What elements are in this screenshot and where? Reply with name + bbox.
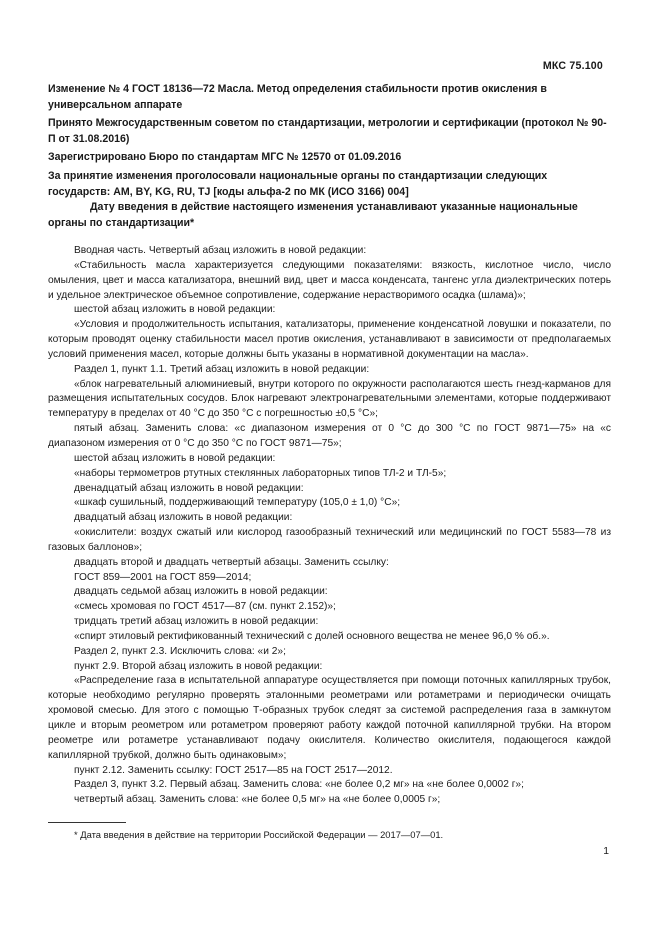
paragraph: пункт 2.9. Второй абзац изложить в новой редакции: xyxy=(74,660,323,672)
paragraph: «шкаф сушильный, поддерживающий температуру (105,0 ± 1,0) °С»; xyxy=(74,497,401,509)
paragraph: шестой абзац изложить в новой редакции: xyxy=(74,452,276,464)
paragraph: Раздел 1, пункт 1.1. Третий абзац изложить в новой редакции: xyxy=(74,363,370,375)
paragraph: «Стабильность масла характеризуется следующими показателями: вязкость, кислотное число, число омыления, цвет и масса катализатора, внешний вид, цвет и масса конденсата, тангенс угла диэлектрических потерь и удельное электрическое объемное сопротивление, содержание нерастворимого осадка (шлама)»; xyxy=(48,259,611,301)
paragraph: «смесь хромовая по ГОСТ 4517—87 (см. пункт 2.152)»; xyxy=(74,601,336,613)
paragraph: «спирт этиловый ректификованный технический с долей основного вещества не менее 96,0 % об.». xyxy=(74,630,550,642)
paragraph: четвертый абзац. Заменить слова: «не более 0,5 мг» на «не более 0,0005 г»; xyxy=(74,794,441,806)
footnote: * Дата введения в действие на территории Российской Федерации — 2017—07—01. xyxy=(74,829,444,840)
paragraph: Вводная часть. Четвертый абзац изложить в новой редакции: xyxy=(74,245,367,256)
paragraph: двадцатый абзац изложить в новой редакции: xyxy=(74,512,293,524)
adopted-statement: Принято Межгосударственным советом по стандартизации, метрологии и сертификации (протокол № 90-П от 31.08.2016) xyxy=(48,117,607,145)
paragraph: пятый абзац. Заменить слова: «с диапазоном измерения от 0 °С до 300 °С по ГОСТ 9871—75» на «с диапазоном измерения от 0 °С до 350 °С по ГОСТ 9871—75»; xyxy=(48,423,611,449)
paragraph: ГОСТ 859—2001 на ГОСТ 859—2014; xyxy=(74,571,252,583)
paragraph: пункт 2.12. Заменить ссылку: ГОСТ 2517—85 на ГОСТ 2517—2012. xyxy=(74,764,393,776)
amendment-body xyxy=(48,244,611,808)
effective-date-statement: Дату введения в действие настоящего изменения устанавливают указанные национальные органы по стандартизации* xyxy=(48,201,578,229)
paragraph: «наборы термометров ртутных стеклянных лабораторных типов ТЛ-2 и ТЛ-5»; xyxy=(74,467,447,479)
paragraph: шестой абзац изложить в новой редакции: xyxy=(74,304,276,316)
paragraph: «Условия и продолжительность испытания, катализаторы, применение конденсатной ловушки и показатели, по которым проводят оценку стабильности масел против окисления, устанавливают в зависимости от предполагаемых условий применения масел, которые должны быть указаны в нормативной документации на масла». xyxy=(48,319,611,360)
page-number: 1 xyxy=(603,846,609,857)
paragraph: «Распределение газа в испытательной аппаратуре осуществляется при помощи поточных капиллярных трубок, которые необходимо регулярно проверять эталонными реометрами или ротаметрами и периодически очищать хромовой смесью. Для этого с помощью Т-образных трубок следят за системой распределения газа в замкнутом цикле и вторым реометром или ротаметром проверяют работу каждой поточной капиллярной трубки. На втором реометре или ротаметре устанавливают подачу окислителя. Количество окислителя, подающегося каждой капиллярной трубкой, должно быть одинаковым»; xyxy=(48,675,611,761)
classification-code: МКС 75.100 xyxy=(542,60,603,72)
paragraph: «блок нагревательный алюминиевый, внутри которого по окружности располагаются шесть гнезд-карманов для размещения испытательных сосудов. Блок нагревают электронагревательными элементами, которые поддерживают температуру в пределах от 40 °С до 350 °С с погрешностью ±0,5 °С»; xyxy=(48,378,611,420)
paragraph: двенадцатый абзац изложить в новой редакции: xyxy=(74,482,304,494)
paragraph: тридцать третий абзац изложить в новой редакции: xyxy=(74,616,319,628)
change-title: Изменение № 4 ГОСТ 18136—72 Масла. Метод определения стабильности против окисления в универсальном аппарате xyxy=(48,83,547,111)
registration-statement: Зарегистрировано Бюро по стандартам МГС № 12570 от 01.09.2016 xyxy=(48,151,402,163)
paragraph: двадцать второй и двадцать четвертый абзацы. Заменить ссылку: xyxy=(74,556,389,568)
footnote-divider xyxy=(48,822,126,823)
paragraph: Раздел 2, пункт 2.3. Исключить слова: «и 2»; xyxy=(74,645,286,657)
paragraph: двадцать седьмой абзац изложить в новой редакции: xyxy=(74,586,328,598)
paragraph: Раздел 3, пункт 3.2. Первый абзац. Заменить слова: «не более 0,2 мг» на «не более 0,0002 г»; xyxy=(74,779,524,791)
paragraph: «окислители: воздух сжатый или кислород газообразный технический или медицинский по ГОСТ 5583—78 из газовых баллонов»; xyxy=(48,527,611,553)
voting-statement: За принятие изменения проголосовали национальные органы по стандартизации следующих государств: AM, BY, KG, RU, TJ [коды альфа-2 по МК (ИСО 3166) 004] xyxy=(48,170,548,198)
